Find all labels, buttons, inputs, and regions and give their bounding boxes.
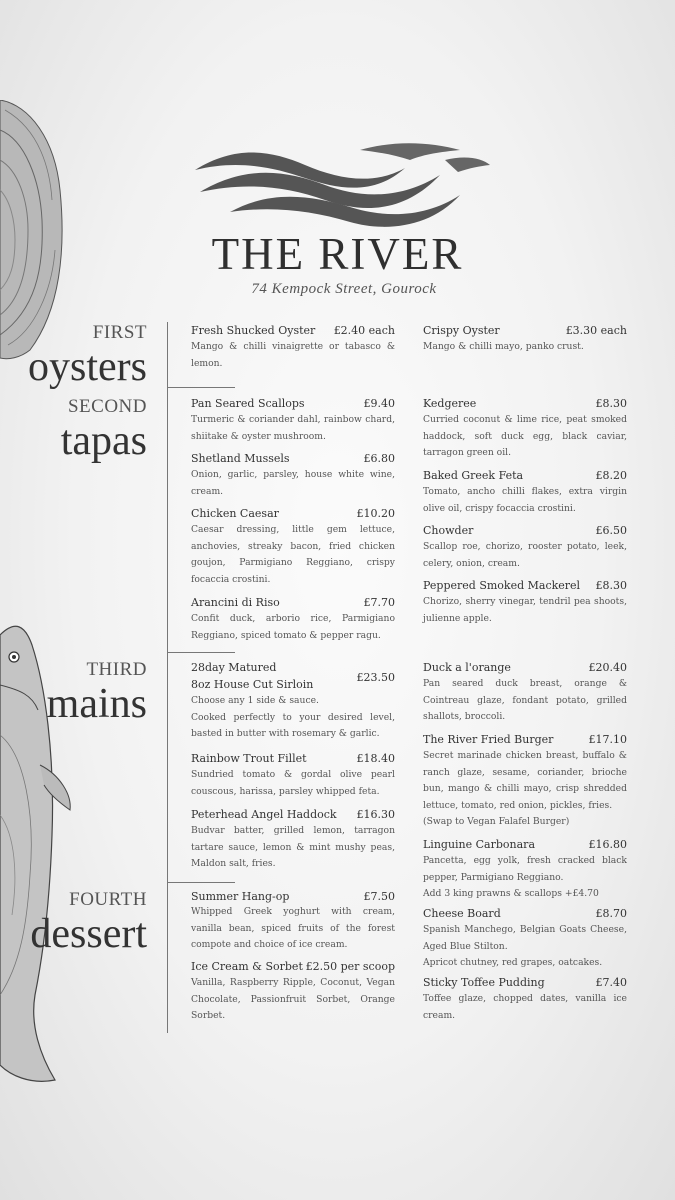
- item-note: (Swap to Vegan Falafel Burger): [423, 816, 570, 827]
- item-price: £23.50: [356, 671, 395, 684]
- menu-item-cheese-board: [423, 907, 627, 972]
- menu-item-sirloin: [191, 661, 395, 743]
- menu-item-crispy-oyster: [423, 324, 627, 356]
- item-description: Tomato, ancho chilli flakes, extra virgin olive oil, crispy focaccia crostini.: [423, 486, 627, 514]
- item-description: Choose any 1 side & sauce.: [191, 695, 319, 706]
- menu-item-duck: [423, 661, 627, 726]
- item-description: Confit duck, arborio rice, Parmigiano Reggiano, spiced tomato & pepper ragu.: [191, 613, 395, 641]
- item-name: Duck a l'orange: [423, 661, 511, 674]
- item-price: £17.10: [588, 733, 627, 746]
- menu-item-carbonara: [423, 838, 627, 903]
- item-name: Chowder: [423, 524, 474, 537]
- item-name: Chicken Caesar: [191, 507, 279, 520]
- menu-item-mackerel: [423, 579, 627, 627]
- item-description: Scallop roe, chorizo, rooster potato, leek, celery, onion, cream.: [423, 541, 627, 569]
- item-name: Kedgeree: [423, 397, 477, 410]
- item-price: £3.30 each: [565, 324, 627, 337]
- item-price: £8.70: [595, 907, 627, 920]
- menu-item-fresh-oyster: [191, 324, 395, 372]
- section-number-second: SECOND: [67, 396, 147, 417]
- menu-item-haddock: [191, 808, 395, 873]
- menu-item-scallops: [191, 397, 395, 445]
- item-price: £7.70: [363, 596, 395, 609]
- item-description: Secret marinade chicken breast, buffalo & ranch glaze, sesame, coriander, brioche bun, mango & chilli mayo, crisp shredded lettuce, tomato, red onion, pickles, fries.: [423, 750, 627, 811]
- item-name: Linguine Carbonara: [423, 838, 535, 851]
- item-name-line2: 8oz House Cut Sirloin: [191, 678, 314, 691]
- menu-item-arancini: [191, 596, 395, 644]
- item-price: £9.40: [363, 397, 395, 410]
- item-name: Shetland Mussels: [191, 452, 290, 465]
- item-name: The River Fried Burger: [423, 733, 554, 746]
- item-price: £6.80: [363, 452, 395, 465]
- item-name: Baked Greek Feta: [423, 469, 524, 482]
- item-description: Pancetta, egg yolk, fresh cracked black pepper, Parmigiano Reggiano.: [423, 855, 627, 883]
- item-name: Rainbow Trout Fillet: [191, 752, 307, 765]
- item-price: £6.50: [595, 524, 627, 537]
- menu-item-sticky-toffee: [423, 976, 627, 1024]
- item-price: £2.50 per scoop: [305, 960, 395, 973]
- item-description: Cooked perfectly to your desired level, basted in butter with rosemary & garlic.: [191, 711, 395, 739]
- section-name-oysters: oysters: [28, 344, 147, 390]
- item-description: Onion, garlic, parsley, house white wine, cream.: [191, 469, 395, 497]
- menu-item-chicken-caesar: [191, 507, 395, 588]
- menu-item-hangop: [191, 890, 395, 954]
- item-price: £2.40 each: [333, 324, 395, 337]
- item-description: Caesar dressing, little gem lettuce, anchovies, streaky bacon, fried chicken goujon, Parmigiano Reggiano, crispy focaccia crostini.: [191, 524, 395, 585]
- menu-item-burger: [423, 733, 627, 831]
- section-name-mains: mains: [46, 681, 147, 727]
- item-description: Mango & chilli vinaigrette or tabasco & lemon.: [191, 341, 395, 369]
- item-price: £8.30: [595, 397, 627, 410]
- item-name: Fresh Shucked Oyster: [191, 324, 316, 337]
- item-description: Mango & chilli mayo, panko crust.: [423, 341, 584, 352]
- menu-item-trout: [191, 752, 395, 800]
- item-price: £16.80: [588, 838, 627, 851]
- item-description: Pan seared duck breast, orange & Cointreau glaze, fondant potato, grilled shallots, broccoli.: [423, 678, 627, 722]
- section-number-first: FIRST: [92, 322, 147, 343]
- item-description: Whipped Greek yoghurt with cream, vanilla bean, spiced fruits of the forest compote and choice of ice cream.: [191, 906, 395, 950]
- menu-item-ice-cream: [191, 960, 395, 1025]
- menu-item-kedgeree: [423, 397, 627, 462]
- item-name: Cheese Board: [423, 907, 501, 920]
- section-number-fourth: FOURTH: [69, 889, 147, 910]
- item-price: £8.30: [595, 579, 627, 592]
- vertical-divider: [167, 322, 168, 1033]
- item-name: Ice Cream & Sorbet: [191, 960, 303, 973]
- item-description: Toffee glaze, chopped dates, vanilla ice cream.: [423, 993, 627, 1021]
- restaurant-address: 74 Kempock Street, Gourock: [251, 281, 437, 297]
- item-name: Summer Hang-op: [191, 890, 290, 903]
- item-price: £10.20: [356, 507, 395, 520]
- item-description: Vanilla, Raspberry Ripple, Coconut, Vegan Chocolate, Passionfruit Sorbet, Orange Sorbet.: [191, 977, 395, 1021]
- item-price: £16.30: [356, 808, 395, 821]
- item-price: £18.40: [356, 752, 395, 765]
- menu-item-mussels: [191, 452, 395, 500]
- item-price: £7.40: [595, 976, 627, 989]
- item-description: Curried coconut & lime rice, peat smoked haddock, soft duck egg, black caviar, tarragon green oil.: [423, 414, 627, 458]
- item-price: £20.40: [588, 661, 627, 674]
- wave-logo-icon: [190, 140, 495, 230]
- item-note: Apricot chutney, red grapes, oatcakes.: [423, 957, 603, 968]
- item-name: Sticky Toffee Pudding: [423, 976, 545, 989]
- item-description: Turmeric & coriander dahl, rainbow chard, shiitake & oyster mushroom.: [191, 414, 395, 442]
- item-name: Crispy Oyster: [423, 324, 500, 337]
- item-description: Sundried tomato & gordal olive pearl couscous, harissa, parsley whipped feta.: [191, 769, 395, 797]
- item-name: Pan Seared Scallops: [191, 397, 305, 410]
- item-description: Spanish Manchego, Belgian Goats Cheese, Aged Blue Stilton.: [423, 924, 627, 952]
- menu-item-baked-feta: [423, 469, 627, 517]
- item-price: £8.20: [595, 469, 627, 482]
- section-divider: [167, 882, 235, 883]
- item-name-line1: 28day Matured: [191, 661, 277, 674]
- section-name-tapas: tapas: [60, 418, 147, 464]
- item-note: Add 3 king prawns & scallops +£4.70: [423, 888, 599, 899]
- section-number-third: THIRD: [86, 659, 147, 680]
- section-name-dessert: dessert: [30, 911, 147, 957]
- item-description: Budvar batter, grilled lemon, tarragon tartare sauce, lemon & mint mushy peas, Maldon salt, fries.: [191, 825, 395, 869]
- restaurant-title: THE RIVER: [211, 229, 464, 279]
- item-price: £7.50: [363, 890, 395, 903]
- menu-item-chowder: [423, 524, 627, 572]
- item-name: Peterhead Angel Haddock: [191, 808, 337, 821]
- section-divider: [167, 387, 235, 388]
- item-name: Arancini di Riso: [191, 596, 280, 609]
- item-name: Peppered Smoked Mackerel: [423, 579, 581, 592]
- item-description: Chorizo, sherry vinegar, tendril pea shoots, julienne apple.: [423, 596, 627, 624]
- section-divider: [167, 652, 235, 653]
